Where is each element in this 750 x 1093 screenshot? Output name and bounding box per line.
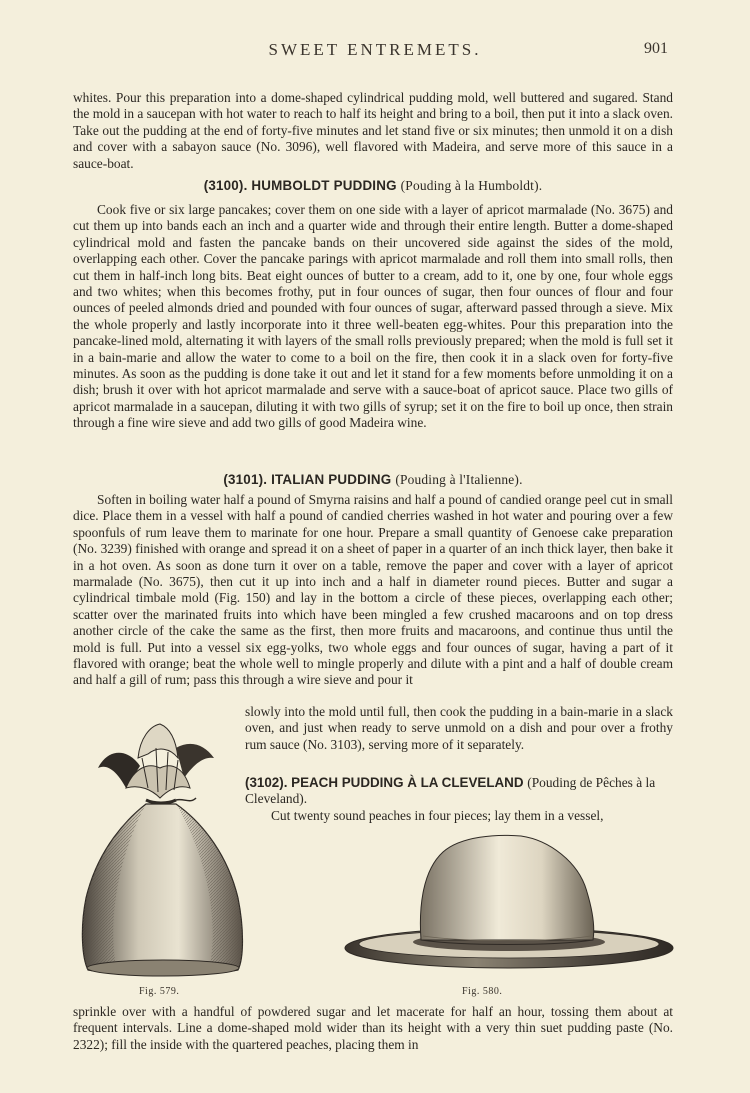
fig-579-cloth-pudding-illustration xyxy=(78,718,248,980)
fig-579-caption: Fig. 579. xyxy=(139,986,180,997)
fig-580-dome-pudding-illustration xyxy=(343,832,675,980)
heading-3100 xyxy=(73,178,673,194)
fig-580-caption: Fig. 580. xyxy=(462,986,503,997)
heading-3101-title: (3101). ITALIAN PUDDING xyxy=(223,472,392,487)
italian-paragraph-continued: slowly into the mold until full, then cook the pudding in a bain-marie in a slack oven, and just when ready to serve unmold on a dish and pour over a frothy rum sauce (No. 3103), serving more of it separately. xyxy=(245,704,673,752)
heading-3101 xyxy=(73,472,673,488)
peach-paragraph-start: Cut twenty sound peaches in four pieces; lay them in a vessel, xyxy=(271,808,604,823)
peach-paragraph-continued: sprinkle over with a handful of powdered sugar and let macerate for half an hour, tossing them about at frequent intervals. Line a dome-shaped mold wider than its height with a very thin suet pudding paste (No. 2322); fill the inside with the quartered peaches, placing them in xyxy=(73,1004,673,1052)
heading-3102 xyxy=(245,775,673,807)
heading-3102-french: (Pouding de Pêches à la Cleveland). xyxy=(245,775,656,806)
running-head: SWEET ENTREMETS. xyxy=(268,40,482,59)
heading-3101-french: (Pouding à l'Italienne). xyxy=(395,472,523,487)
heading-3102-title: (3102). PEACH PUDDING À LA CLEVELAND xyxy=(245,775,524,790)
humboldt-paragraph: Cook five or six large pancakes; cover them on one side with a layer of apricot marmalade (No. 3675) and cut them up into bands each an inch and a quarter wide and through their entire length. Butter a dome-shaped cylindrical mold and fasten the pancake bands on their uncovered side against the sides of the mold, overlapping each other. Cover the pancake parings with apricot marmalade and roll them into small rolls, then cut them in half-inch long bits. Beat eight ounces of butter to a cream, add to it, one by one, four whole eggs and two whites; when this becomes frothy, put in four ounces of sugar, then four ounces of flour and four ounces of peeled almonds dried and pounded with four ounces of sugar, afterward passed through a sieve. Mix the whole properly and lastly incorporate into it three well-beaten egg-whites. Pour this preparation into the pancake-lined mold, alternating it with layers of the small rolls previously prepared; when the mold is full set it in a bain-marie and allow the water to come to a boil on the fire, then cook it in a slack oven for forty-five minutes. As soon as the pudding is done take it out and let it stand for a few moments before unmolding it on a dish; brush it over with hot apricot marmalade and serve with a sauce-boat of apricot sauce. Place two gills of apricot marmalade in a saucepan, diluting it with two gills of syrup; set it on the fire to boil up once, then strain through a fine wire sieve and add two gills of good Madeira wine. xyxy=(73,202,673,431)
intro-paragraph: whites. Pour this preparation into a dome-shaped cylindrical pudding mold, well buttered and sugared. Stand the mold in a saucepan with hot water to reach to half its height and bring to a boil, then put it into a slack oven. Take out the pudding at the end of forty-five minutes and let stand five or six minutes; then unmold it on a dish and cover with a sabayon sauce (No. 3096), well flavored with Madeira, and serve more of this sauce in a sauce-boat. xyxy=(73,90,673,171)
heading-3100-french: (Pouding à la Humboldt). xyxy=(400,178,543,193)
page-number: 901 xyxy=(644,40,668,57)
italian-paragraph: Soften in boiling water half a pound of Smyrna raisins and half a pound of candied orange peel cut in small dice. Place them in a vessel with half a pound of candied cherries washed in hot water and pouring over a few spoonfuls of rum leave them to marinate for one hour. Prepare a small quantity of Genoese cake preparation (No. 3239) finished with orange and spread it on a sheet of paper in a quarter of an inch thick layer, then bake it in a hot oven. As soon as done turn it over on a table, remove the paper and cover with a layer of apricot marmalade (No. 3675), then cut it up into inch and a half in diameter round pieces. Butter and sugar a cylindrical timbale mold (Fig. 150) and lay in the bottom a circle of these pieces, overlapping each other; scatter over the marinated fruits into which have been mingled a few crushed macaroons and on top dress another circle of the cake the same as the first, then more fruits and macaroons, and continue thus until the mold is full. Put into a vessel six egg-yolks, two whole eggs and four ounces of sugar, having a part of it flavored with orange; beat the whole well to mingle properly and dilute with a pint and a half of double cream and half a gill of rum; pass this through a wire sieve and pour it xyxy=(73,492,673,688)
heading-3100-title: (3100). HUMBOLDT PUDDING xyxy=(203,178,397,193)
